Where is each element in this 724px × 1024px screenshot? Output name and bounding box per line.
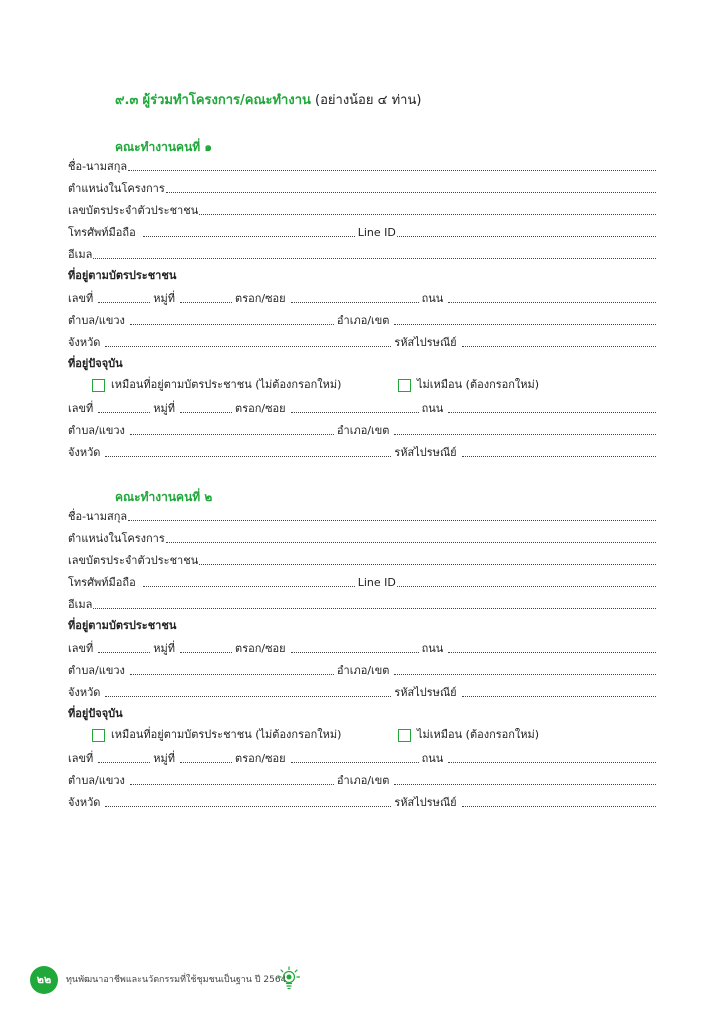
moo-label: หมู่ที่ [153,402,176,415]
district-label: อำเภอ/เขต [336,424,390,437]
postcode-field[interactable] [462,455,656,457]
current-address-row-3 [68,442,656,460]
house-no-field[interactable] [98,301,150,303]
moo-label: หมู่ที่ [153,752,176,765]
district-label: อำเภอ/เขต [336,664,390,677]
province-field[interactable] [105,695,391,697]
member-title: คณะทำงานคนที่ ๑ [115,140,212,154]
road-label: ถนน [421,292,444,305]
subdistrict-label: ตำบล/แขวง [68,424,125,437]
province-field[interactable] [105,345,391,347]
current-address-heading: ที่อยู่ปัจจุบัน [68,707,123,720]
soi-field[interactable] [291,761,419,763]
id-card-row [68,550,656,568]
same-address-checkbox[interactable] [92,729,105,742]
position-field[interactable] [166,541,656,543]
postcode-label: รหัสไปรษณีย์ [394,686,457,699]
address-row-1 [68,288,656,306]
address-row-2 [68,310,656,328]
email-label: อีเมล [68,598,93,611]
address-row-3 [68,332,656,350]
road-field[interactable] [448,651,656,653]
soi-label: ตรอก/ซอย [235,292,286,305]
different-address-checkbox[interactable] [398,379,411,392]
id-card-field[interactable] [199,213,656,215]
subdistrict-label: ตำบล/แขวง [68,774,125,787]
same-address-option[interactable] [92,726,341,744]
postcode-label: รหัสไปรษณีย์ [394,796,457,809]
road-field[interactable] [448,411,656,413]
moo-field[interactable] [180,761,232,763]
different-address-option[interactable] [398,726,539,744]
moo-field[interactable] [180,411,232,413]
phone-row [68,572,656,590]
road-label: ถนน [421,402,444,415]
subdistrict-field[interactable] [130,673,334,675]
moo-field[interactable] [180,301,232,303]
house-no-field[interactable] [98,651,150,653]
email-row [68,594,656,612]
postcode-label: รหัสไปรษณีย์ [394,336,457,349]
house-no-field[interactable] [98,411,150,413]
email-field[interactable] [93,607,656,609]
position-row [68,528,656,546]
name-field[interactable] [128,169,656,171]
footer-text: ทุนพัฒนาอาชีพและนวัตกรรมที่ใช้ชุมชนเป็นฐาน ปี 2564 [66,975,287,985]
name-label: ชื่อ-นามสกุล [68,510,128,523]
different-address-label: ไม่เหมือน (ต้องกรอกใหม่) [417,728,540,741]
current-address-row-3 [68,792,656,810]
district-field[interactable] [394,783,656,785]
page-number-badge: ๒๒ [30,966,58,994]
current-address-row-2 [68,420,656,438]
line-id-label: Line ID [357,226,396,239]
subdistrict-field[interactable] [130,323,334,325]
phone-field[interactable] [143,235,355,237]
address-row-3 [68,682,656,700]
email-field[interactable] [93,257,656,259]
email-row [68,244,656,262]
soi-label: ตรอก/ซอย [235,402,286,415]
email-label: อีเมล [68,248,93,261]
moo-label: หมู่ที่ [153,642,176,655]
subdistrict-field[interactable] [130,433,334,435]
phone-field[interactable] [143,585,355,587]
same-address-label: เหมือนที่อยู่ตามบัตรประชาชน (ไม่ต้องกรอกใหม่) [111,378,342,391]
road-field[interactable] [448,301,656,303]
province-label: จังหวัด [68,446,101,459]
moo-label: หมู่ที่ [153,292,176,305]
address-row-2 [68,660,656,678]
soi-label: ตรอก/ซอย [235,752,286,765]
district-field[interactable] [394,323,656,325]
different-address-option[interactable] [398,376,539,394]
line-id-label: Line ID [357,576,396,589]
id-card-field[interactable] [199,563,656,565]
house-no-label: เลขที่ [68,402,94,415]
subdistrict-label: ตำบล/แขวง [68,664,125,677]
province-label: จังหวัด [68,686,101,699]
section-note: (อย่างน้อย ๔ ท่าน) [315,93,422,108]
postcode-field[interactable] [462,695,656,697]
address-choice-row [92,376,652,394]
position-label: ตำแหน่งในโครงการ [68,532,165,545]
road-label: ถนน [421,642,444,655]
province-field[interactable] [105,805,391,807]
id-card-row [68,200,656,218]
lightbulb-icon [278,966,300,990]
soi-field[interactable] [291,411,419,413]
road-label: ถนน [421,752,444,765]
district-field[interactable] [394,673,656,675]
same-address-checkbox[interactable] [92,379,105,392]
name-field[interactable] [128,519,656,521]
position-label: ตำแหน่งในโครงการ [68,182,165,195]
district-label: อำเภอ/เขต [336,314,390,327]
postcode-label: รหัสไปรษณีย์ [394,446,457,459]
phone-label: โทรศัพท์มือถือ [68,576,136,589]
name-row [68,156,656,174]
id-address-heading: ที่อยู่ตามบัตรประชาชน [68,619,177,632]
line-id-field[interactable] [397,585,656,587]
current-address-row-1 [68,748,656,766]
different-address-checkbox[interactable] [398,729,411,742]
house-no-label: เลขที่ [68,642,94,655]
province-field[interactable] [105,455,391,457]
soi-label: ตรอก/ซอย [235,642,286,655]
line-id-field[interactable] [397,235,656,237]
address-row-1 [68,638,656,656]
same-address-label: เหมือนที่อยู่ตามบัตรประชาชน (ไม่ต้องกรอกใหม่) [111,728,342,741]
house-no-field[interactable] [98,761,150,763]
section-heading [115,91,421,111]
name-row [68,506,656,524]
address-choice-row [92,726,652,744]
postcode-field[interactable] [462,345,656,347]
subdistrict-label: ตำบล/แขวง [68,314,125,327]
house-no-label: เลขที่ [68,292,94,305]
phone-label: โทรศัพท์มือถือ [68,226,136,239]
name-label: ชื่อ-นามสกุล [68,160,128,173]
id-card-label: เลขบัตรประจำตัวประชาชน [68,204,199,217]
section-title: ผู้ร่วมทำโครงการ/คณะทำงาน [142,93,311,108]
house-no-label: เลขที่ [68,752,94,765]
province-label: จังหวัด [68,336,101,349]
position-row [68,178,656,196]
postcode-field[interactable] [462,805,656,807]
member-title: คณะทำงานคนที่ ๒ [115,490,213,504]
id-address-heading: ที่อยู่ตามบัตรประชาชน [68,269,177,282]
moo-field[interactable] [180,651,232,653]
position-field[interactable] [166,191,656,193]
current-address-row-2 [68,770,656,788]
district-label: อำเภอ/เขต [336,774,390,787]
id-card-label: เลขบัตรประจำตัวประชาชน [68,554,199,567]
soi-field[interactable] [291,301,419,303]
current-address-heading: ที่อยู่ปัจจุบัน [68,357,123,370]
province-label: จังหวัด [68,796,101,809]
section-number: ๙.๓ [115,93,139,108]
soi-field[interactable] [291,651,419,653]
district-field[interactable] [394,433,656,435]
subdistrict-field[interactable] [130,783,334,785]
road-field[interactable] [448,761,656,763]
same-address-option[interactable] [92,376,341,394]
phone-row [68,222,656,240]
current-address-row-1 [68,398,656,416]
different-address-label: ไม่เหมือน (ต้องกรอกใหม่) [417,378,540,391]
